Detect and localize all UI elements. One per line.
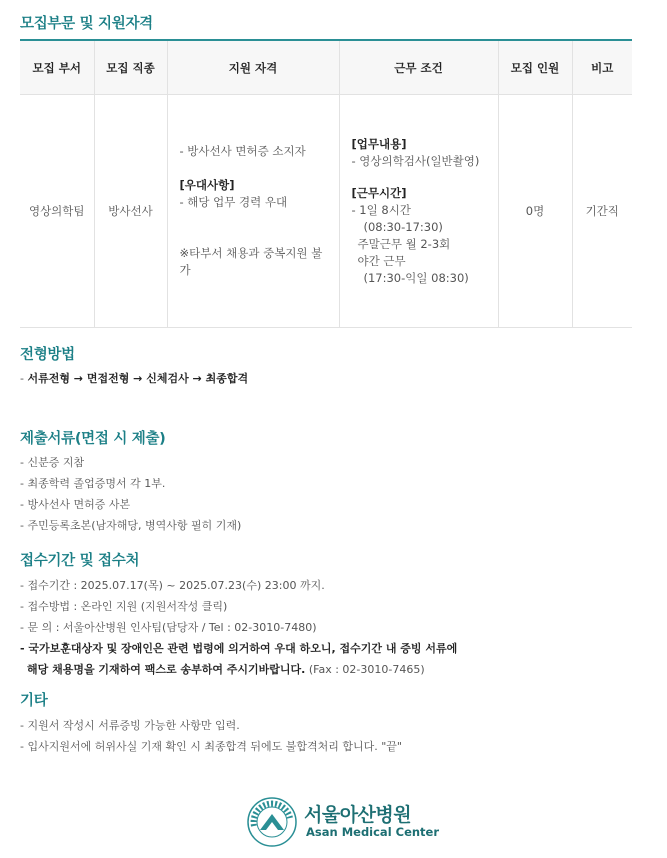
period-method: - 접수방법 : 온라인 지원 (지원서작성 클릭) — [20, 600, 228, 613]
logo-english-name: Asan Medical Center — [306, 825, 440, 839]
qual-pref-text: - 해당 업무 경력 우대 — [179, 195, 288, 209]
hours-line-4: 야간 근무 — [357, 253, 406, 268]
list-item: - 지원서 작성시 서류증빙 가능한 사항만 입력. — [20, 719, 240, 732]
cell-job: 방사선사 — [94, 95, 167, 328]
work-label: [업무내용] — [351, 136, 407, 151]
cell-note: 기간직 — [572, 95, 632, 328]
logo-korean-name: 서울아산병원 — [304, 804, 412, 826]
qual-pref-label: [우대사항] — [179, 178, 235, 192]
table-header-row — [20, 40, 632, 95]
period-fax-bold: 해당 채용명을 기재하여 팩스로 송부하여 주시기바랍니다. — [27, 663, 306, 676]
section-title-method: 전형방법 — [20, 347, 75, 363]
list-item: - 입사지원서에 허위사실 기재 확인 시 최종합격 뒤에도 불합격처리 합니다. "끝" — [20, 740, 402, 753]
period-list — [20, 575, 457, 680]
table-row — [20, 95, 632, 328]
section-title-period: 접수기간 및 접수처 — [20, 553, 140, 569]
header-job: 모집 직종 — [94, 40, 167, 95]
cell-qualification — [167, 95, 339, 328]
hours-line-5: (17:30-익일 08:30) — [363, 270, 469, 285]
qual-note-line-2: 가 — [179, 263, 191, 277]
list-item: - 신분증 지참 — [20, 456, 85, 469]
recruit-table — [20, 39, 632, 328]
header-dept: 모집 부서 — [20, 40, 94, 95]
hours-line-3: 주말근무 월 2-3회 — [357, 236, 451, 251]
docs-list — [20, 452, 241, 536]
method-line — [20, 368, 248, 389]
list-item: - 최종학력 졸업증명서 각 1부. — [20, 477, 166, 490]
method-steps: 서류전형 → 면접전형 → 신체검사 → 최종합격 — [27, 372, 249, 385]
asan-foundation-emblem-icon — [246, 796, 298, 848]
period-fax-note — [20, 659, 457, 680]
hours-line-1: - 1일 8시간 — [351, 202, 411, 217]
header-qualification: 지원 자격 — [167, 40, 339, 95]
cell-headcount: 0명 — [498, 95, 572, 328]
section-title-recruit: 모집부문 및 지원자격 — [20, 16, 153, 32]
header-work-conditions: 근무 조건 — [339, 40, 498, 95]
asan-logo — [246, 796, 446, 848]
etc-list — [20, 715, 402, 757]
work-desc: - 영상의학검사(일반촬영) — [351, 153, 480, 168]
section-title-etc: 기타 — [20, 693, 48, 709]
period-veteran-note: - 국가보훈대상자 및 장애인은 관련 법령에 의거하여 우대 하오니, 접수기간 내 증빙 서류에 — [20, 642, 458, 655]
method-prefix: - — [20, 372, 28, 385]
period-dates: - 접수기간 : 2025.07.17(목) ~ 2025.07.23(수) 23:00 까지. — [20, 579, 325, 592]
hours-label: [근무시간] — [351, 185, 407, 200]
header-note: 비고 — [572, 40, 632, 95]
cell-dept: 영상의학팀 — [20, 95, 94, 328]
period-contact: - 문 의 : 서울아산병원 인사팀(담당자 / Tel : 02-3010-7480) — [20, 621, 317, 634]
list-item: - 주민등록초본(남자해당, 병역사항 필히 기재) — [20, 519, 242, 532]
list-item: - 방사선사 면허증 사본 — [20, 498, 131, 511]
qual-line-license: - 방사선사 면허증 소지자 — [179, 144, 306, 158]
cell-work-conditions — [339, 95, 498, 328]
period-fax-number: (Fax : 02-3010-7465) — [305, 663, 425, 676]
qual-note-line-1: ※타부서 채용과 중복지원 불 — [179, 246, 323, 260]
section-title-docs: 제출서류(면접 시 제출) — [20, 431, 166, 447]
hours-line-2: (08:30-17:30) — [363, 219, 443, 234]
header-headcount: 모집 인원 — [498, 40, 572, 95]
